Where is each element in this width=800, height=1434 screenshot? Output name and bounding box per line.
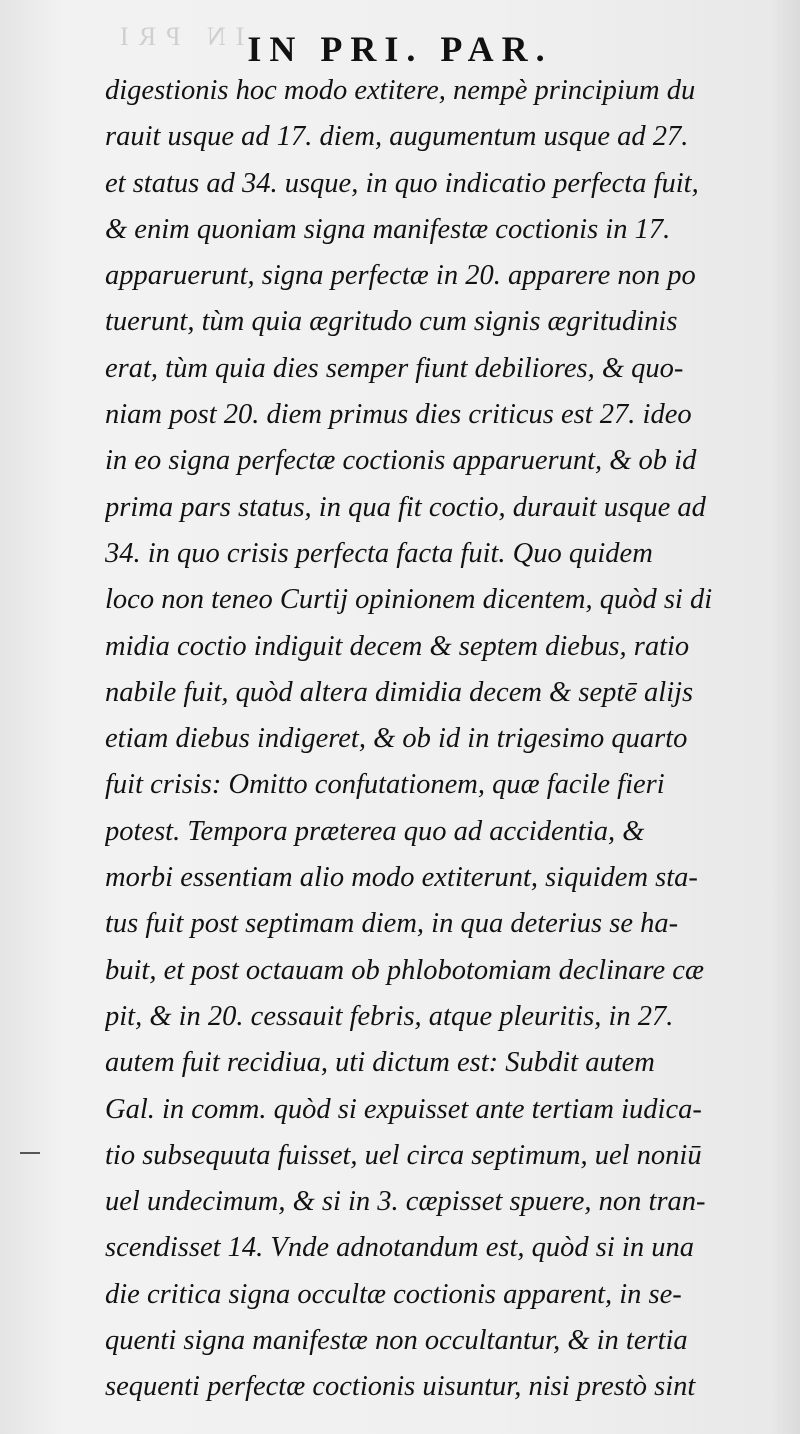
text-line: scendisset 14. Vnde adnotandum est, quòd si in una — [105, 1232, 694, 1264]
text-line: etiam diebus indigeret, & ob id in trigesimo quarto — [105, 723, 688, 755]
text-line: Gal. in comm. quòd si expuisset ante tertiam iudica- — [105, 1093, 702, 1125]
text-line: fuit crisis: Omitto confutationem, quæ facile fieri — [105, 769, 665, 801]
text-line: uel undecimum, & si in 3. cæpisset spuere, non tran- — [105, 1186, 706, 1218]
body-text — [105, 68, 765, 1411]
text-line: loco non teneo Curtij opinionem dicentem, quòd si di — [105, 584, 713, 616]
text-line: erat, tùm quia dies semper fiunt debiliores, & quo- — [105, 352, 684, 384]
running-head: IN PRI. PAR. — [247, 29, 553, 69]
text-line: & enim quoniam signa manifestæ coctionis in 17. — [105, 213, 671, 245]
text-line: 34. in quo crisis perfecta facta fuit. Quo quidem — [105, 537, 653, 569]
text-line: in eo signa perfectæ coctionis apparuerunt, & ob id — [105, 445, 697, 477]
text-line: morbi essentiam alio modo extiterunt, siquidem sta- — [105, 862, 698, 894]
margin-mark — [20, 1152, 40, 1154]
text-line: prima pars status, in qua fit coctio, durauit usque ad — [105, 491, 706, 523]
text-line: rauit usque ad 17. diem, augumentum usque ad 27. — [105, 121, 689, 153]
show-through-text: IN PRI — [110, 22, 245, 51]
text-line: apparuerunt, signa perfectæ in 20. apparere non po — [105, 260, 696, 292]
page-edge-shadow — [770, 0, 800, 1434]
text-line: tus fuit post septimam diem, in qua deterius se ha- — [105, 908, 679, 940]
text-line: pit, & in 20. cessauit febris, atque pleuritis, in 27. — [105, 1000, 674, 1032]
text-line: niam post 20. diem primus dies criticus est 27. ideo — [105, 399, 692, 431]
text-line: sequenti perfectæ coctionis uisuntur, nisi prestò sint — [105, 1371, 696, 1403]
text-line: potest. Tempora præterea quo ad accidentia, & — [105, 815, 645, 847]
text-line: digestionis hoc modo extitere, nempè principium du — [105, 75, 696, 106]
text-line: et status ad 34. usque, in quo indicatio perfecta fuit, — [105, 167, 699, 199]
text-line: tio subsequuta fuisset, uel circa septimum, uel noniū — [105, 1139, 702, 1171]
text-line: tuerunt, tùm quia ægritudo cum signis ægritudinis — [105, 306, 678, 338]
text-line: autem fuit recidiua, uti dictum est: Subdit autem — [105, 1047, 655, 1079]
text-line: nabile fuit, quòd altera dimidia decem & septē alijs — [105, 676, 694, 708]
text-line: die critica signa occultæ coctionis apparent, in se- — [105, 1278, 682, 1310]
text-line: midia coctio indiguit decem & septem diebus, ratio — [105, 630, 690, 662]
text-line: buit, et post octauam ob phlobotomiam declinare cæ — [105, 954, 704, 986]
text-line: quenti signa manifestæ non occultantur, & in tertia — [105, 1325, 688, 1357]
